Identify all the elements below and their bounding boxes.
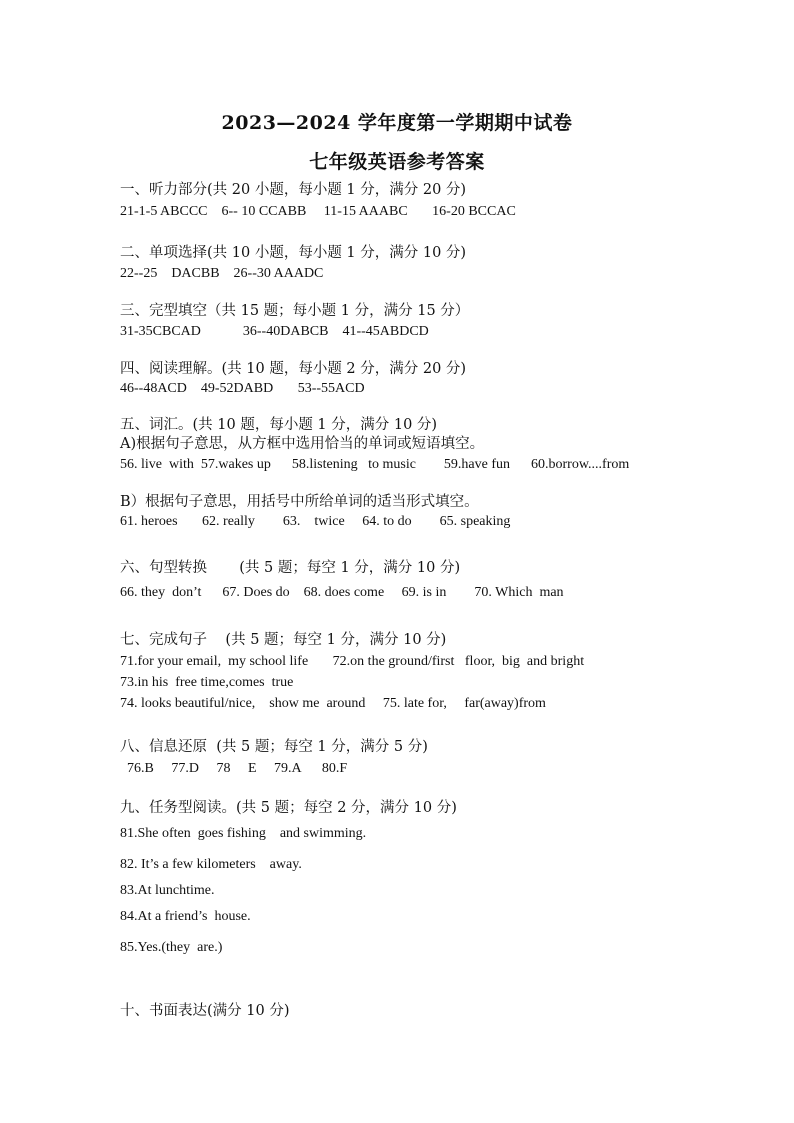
answer-line: 74. looks beautiful/nice, show me around 75. late for, far(away)from <box>120 696 546 711</box>
answer-line: 21-1-5 ABCCC 6-- 10 CCABB 11-15 AAABC 16-20 BCCAC <box>120 204 516 219</box>
answer-line: 22--25 DACBB 26--30 AAADC <box>120 266 324 281</box>
page-title: 2023—2024 学年度第一学期期中试卷 <box>221 112 573 134</box>
answer-line: 66. they don’t 67. Does do 68. does come 69. is in 70. Which man <box>120 585 564 600</box>
section-header: 六、句型转换 (共 5 题；每空 1 分，满分 10 分) <box>120 560 461 576</box>
section-subheader: A)根据句子意思，从方框中选用恰当的单词或短语填空。 <box>120 436 485 452</box>
answer-line: 31-35CBCAD 36--40DABCB 41--45ABDCD <box>120 324 429 339</box>
answer-line: 83.At lunchtime. <box>120 883 215 898</box>
answer-line: 84.At a friend’s house. <box>120 909 251 924</box>
answer-line: 85.Yes.(they are.) <box>120 940 223 955</box>
answer-line: 56. live with 57.wakes up 58.listening to music 59.have fun 60.borrow....from <box>120 457 630 472</box>
section-header: 八、信息还原 (共 5 题；每空 1 分，满分 5 分) <box>120 739 428 755</box>
answer-line: 73.in his free time,comes true <box>120 675 294 690</box>
section-header: 三、完型填空（共 15 题；每小题 1 分，满分 15 分） <box>120 303 470 319</box>
section-header: 一、听力部分(共 20 小题，每小题 1 分，满分 20 分) <box>120 182 467 198</box>
section-header: 四、阅读理解。(共 10 题，每小题 2 分，满分 20 分) <box>120 361 467 377</box>
answer-line: 81.She often goes fishing and swimming. <box>120 826 367 841</box>
section-header: B）根据句子意思，用括号中所给单词的适当形式填空。 <box>120 494 479 510</box>
section-header: 九、任务型阅读。(共 5 题；每空 2 分，满分 10 分) <box>120 800 457 816</box>
section-header: 十、书面表达(满分 10 分) <box>120 1003 290 1019</box>
answer-line: 46--48ACD 49-52DABD 53--55ACD <box>120 381 365 396</box>
section-header: 七、完成句子 (共 5 题；每空 1 分，满分 10 分) <box>120 632 447 648</box>
answer-line: 61. heroes 62. really 63. twice 64. to do 65. speaking <box>120 514 511 529</box>
section-header: 五、词汇。(共 10 题，每小题 1 分，满分 10 分) <box>120 417 438 433</box>
section-header: 二、单项选择(共 10 小题，每小题 1 分，满分 10 分) <box>120 245 467 261</box>
page-subtitle: 七年级英语参考答案 <box>309 151 485 173</box>
answer-line: 76.B 77.D 78 E 79.A 80.F <box>120 761 348 776</box>
answer-line: 71.for your email, my school life 72.on the ground/first floor, big and bright <box>120 654 585 669</box>
answer-line: 82. It’s a few kilometers away. <box>120 857 302 872</box>
